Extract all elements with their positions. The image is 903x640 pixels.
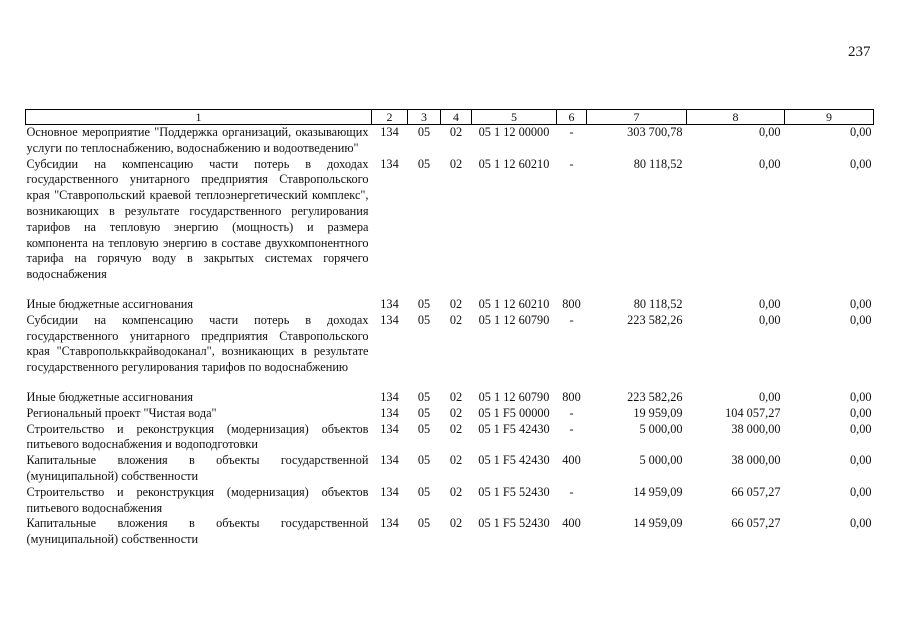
row-code-rz: 05 [417, 484, 431, 499]
row-code-pr: 02 [449, 453, 463, 468]
table-row [26, 313, 874, 376]
row-amount-9: 0,00 [849, 389, 872, 404]
row-code-csr: 05 1 F5 52430 [478, 516, 550, 531]
row-code-vr: - [569, 405, 574, 420]
row-code-rz: 05 [417, 125, 431, 139]
row-description: Иные бюджетные ассигнования [26, 296, 194, 311]
row-amount-8: 104 057,27 [725, 405, 781, 420]
spacer-cell [26, 283, 874, 297]
table-row [26, 453, 874, 485]
row-code-gr: 134 [380, 453, 399, 468]
row-amount-8: 66 057,27 [731, 484, 781, 499]
row-code-vr: - [569, 125, 574, 139]
row-description: Субсидии на компенсацию части потерь в доходах государственного унитарного предприятия Ставропольского края "Ставропольский краевой теплоэнергетический комплекс", возникающих в результате государственного регулирования тарифов на тепловую энергию (мощность) и размера компонента на тепловую энергию в составе двухкомпонентного тарифа на горячую воду в закрытых системах горячего водоснабжения [26, 156, 369, 282]
row-code-csr: 05 1 12 60210 [478, 156, 550, 171]
row-code-gr: 134 [380, 125, 399, 139]
row-amount-9: 0,00 [849, 296, 872, 311]
column-header: 5 [472, 110, 557, 125]
row-code-pr: 02 [449, 389, 463, 404]
row-code-csr: 05 1 F5 52430 [478, 484, 550, 499]
row-amount-7: 5 000,00 [639, 421, 683, 436]
row-code-pr: 02 [449, 296, 463, 311]
page-number: 237 [848, 44, 871, 60]
row-code-rz: 05 [417, 516, 431, 531]
row-amount-8: 38 000,00 [731, 453, 781, 468]
row-amount-7: 5 000,00 [639, 453, 683, 468]
table-row [26, 297, 874, 313]
row-code-rz: 05 [417, 312, 431, 327]
row-code-gr: 134 [380, 296, 399, 311]
row-amount-9: 0,00 [849, 125, 872, 139]
table-row [26, 422, 874, 454]
row-code-gr: 134 [380, 421, 399, 436]
row-amount-9: 0,00 [849, 484, 872, 499]
row-amount-8: 0,00 [758, 125, 781, 139]
row-amount-7: 19 959,09 [633, 405, 683, 420]
budget-table [25, 109, 874, 548]
row-amount-9: 0,00 [849, 312, 872, 327]
table-row [26, 485, 874, 517]
row-description: Субсидии на компенсацию части потерь в доходах государственного унитарного предприятия Ставропольского края "Ставропольккрайводоканал", возникающих в результате государственного регулирования тарифов по водоснабжению [26, 312, 369, 375]
row-description: Капитальные вложения в объекты государственной (муниципальной) собственности [26, 453, 369, 483]
row-code-rz: 05 [417, 156, 431, 171]
row-code-rz: 05 [417, 405, 431, 420]
row-amount-8: 0,00 [758, 296, 781, 311]
row-description: Строительство и реконструкция (модернизация) объектов питьевого водоснабжения [26, 484, 369, 515]
table-row [26, 125, 874, 157]
row-amount-7: 14 959,09 [633, 516, 683, 531]
row-amount-8: 66 057,27 [731, 516, 781, 531]
row-code-pr: 02 [449, 125, 463, 139]
row-code-vr: - [569, 421, 574, 436]
row-code-gr: 134 [380, 389, 399, 404]
row-code-rz: 05 [417, 389, 431, 404]
row-code-pr: 02 [449, 484, 463, 499]
row-amount-7: 14 959,09 [633, 484, 683, 499]
row-code-rz: 05 [417, 421, 431, 436]
row-code-rz: 05 [417, 453, 431, 468]
table-row [26, 390, 874, 406]
column-header: 8 [687, 110, 785, 125]
row-code-pr: 02 [449, 312, 463, 327]
row-code-csr: 05 1 F5 42430 [478, 421, 550, 436]
row-code-gr: 134 [380, 484, 399, 499]
row-spacer [26, 376, 874, 390]
column-header: 9 [785, 110, 874, 125]
row-amount-7: 80 118,52 [633, 156, 683, 171]
row-description: Иные бюджетные ассигнования [26, 389, 194, 404]
column-header: 4 [441, 110, 472, 125]
table-row [26, 516, 874, 548]
table-row [26, 157, 874, 283]
row-code-pr: 02 [449, 516, 463, 531]
row-description: Капитальные вложения в объекты государственной (муниципальной) собственности [26, 516, 369, 547]
row-code-vr: 400 [562, 516, 581, 531]
row-code-gr: 134 [380, 156, 399, 171]
column-header-row [26, 110, 874, 125]
row-description: Строительство и реконструкция (модернизация) объектов питьевого водоснабжения и водоподготовки [26, 421, 369, 452]
spacer-cell [26, 376, 874, 390]
row-description: Региональный проект "Чистая вода" [26, 405, 217, 420]
column-header: 3 [408, 110, 441, 125]
row-code-pr: 02 [449, 405, 463, 420]
row-amount-7: 223 582,26 [627, 389, 683, 404]
row-code-csr: 05 1 F5 00000 [478, 405, 550, 420]
row-amount-8: 38 000,00 [731, 421, 781, 436]
row-code-vr: 800 [562, 389, 581, 404]
row-code-csr: 05 1 12 00000 [478, 125, 550, 139]
row-spacer [26, 283, 874, 297]
row-code-csr: 05 1 F5 42430 [478, 453, 550, 468]
row-amount-9: 0,00 [849, 405, 872, 420]
row-code-csr: 05 1 12 60790 [478, 312, 550, 327]
row-code-vr: - [569, 156, 574, 171]
row-code-pr: 02 [449, 421, 463, 436]
row-code-csr: 05 1 12 60210 [478, 296, 550, 311]
column-header: 6 [557, 110, 587, 125]
row-amount-9: 0,00 [849, 156, 872, 171]
row-code-vr: - [569, 484, 574, 499]
row-amount-9: 0,00 [849, 453, 872, 468]
row-code-vr: 800 [562, 296, 581, 311]
column-header: 7 [587, 110, 687, 125]
row-amount-8: 0,00 [758, 156, 781, 171]
column-header: 2 [372, 110, 408, 125]
row-amount-8: 0,00 [758, 389, 781, 404]
row-amount-8: 0,00 [758, 312, 781, 327]
column-header: 1 [26, 110, 372, 125]
row-amount-7: 303 700,78 [627, 125, 683, 139]
row-amount-7: 223 582,26 [627, 312, 683, 327]
row-description: Основное мероприятие "Поддержка организаций, оказывающих услуги по теплоснабжению, водоснабжению и водоотведению" [26, 125, 369, 155]
row-amount-9: 0,00 [849, 421, 872, 436]
table-row [26, 406, 874, 422]
row-amount-9: 0,00 [849, 516, 872, 531]
row-code-vr: 400 [562, 453, 581, 468]
row-code-gr: 134 [380, 312, 399, 327]
row-code-rz: 05 [417, 296, 431, 311]
row-code-vr: - [569, 312, 574, 327]
row-code-pr: 02 [449, 156, 463, 171]
row-amount-7: 80 118,52 [633, 296, 683, 311]
row-code-csr: 05 1 12 60790 [478, 389, 550, 404]
row-code-gr: 134 [380, 516, 399, 531]
table-body [26, 125, 874, 548]
row-code-gr: 134 [380, 405, 399, 420]
